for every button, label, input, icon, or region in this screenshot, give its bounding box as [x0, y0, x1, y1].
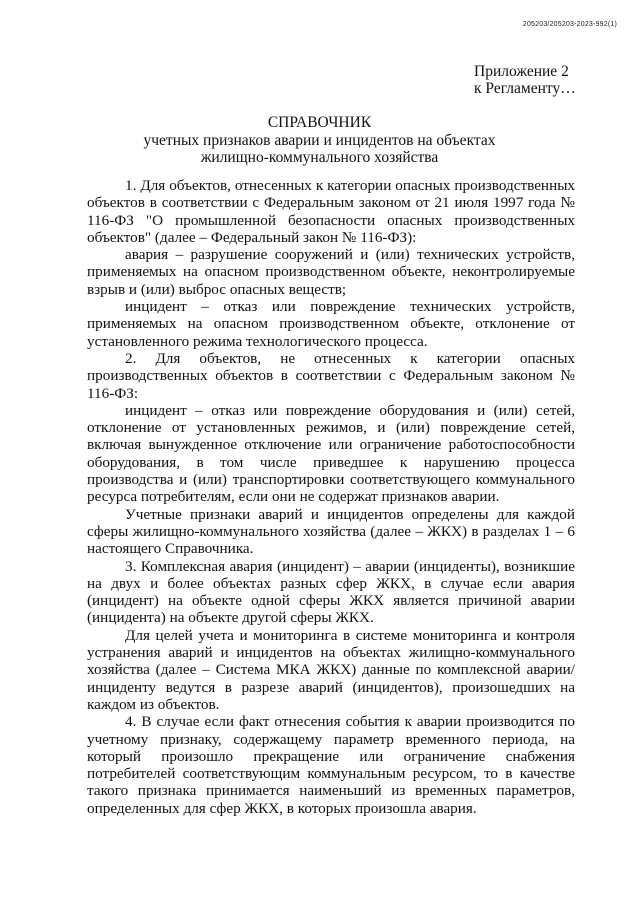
paragraph-3: 3. Комплексная авария (инцидент) – аварии (инциденты), возникшие на двух и более объектах разных сфер ЖКХ, в случае если авария (инцидент) на объекте одной сферы ЖКХ является причиной аварии (инцидента) на объекте другой сферы ЖКХ.	[87, 557, 575, 627]
paragraph-accident-definition: авария – разрушение сооружений и (или) технических устройств, применяемых на опасном производственном объекте, неконтролируемые взрыв и (или) выброс опасных веществ;	[87, 246, 575, 298]
document-body	[87, 177, 575, 817]
paragraph-incident-definition-2: инцидент – отказ или повреждение оборудования и (или) сетей, отклонение от установленных режимов, и (или) повреждение сетей, включая вынужденное отключение или ограничение работоспособности оборудования, в том числе приведшее к нарушению процесса производства и (или) транспортировки соответствующего коммунального ресурса потребителям, если они не содержат признаков аварии.	[87, 401, 575, 506]
paragraph-1: 1. Для объектов, отнесенных к категории опасных производственных объектов в соответствии с Федеральным законом от 21 июля 1997 года № 116-ФЗ "О промышленной безопасности опасных производственных объектов" (далее – Федеральный закон № 116-ФЗ):	[87, 177, 575, 246]
appendix-reference	[474, 63, 576, 97]
document-title: СПРАВОЧНИК	[267, 114, 372, 131]
appendix-line-1: Приложение 2	[474, 63, 569, 80]
paragraph-incident-definition: инцидент – отказ или повреждение технических устройств, применяемых на опасном производственном объекте, отклонение от установленного режима технологического процесса.	[87, 298, 575, 350]
appendix-line-2: к Регламенту…	[474, 80, 576, 97]
document-subtitle	[0, 132, 639, 166]
paragraph-accounting-signs: Учетные признаки аварий и инцидентов определены для каждой сферы жилищно-коммунального хозяйства (далее – ЖКХ) в разделах 1 – 6 настоящего Справочника.	[87, 505, 575, 558]
paragraph-4: 4. В случае если факт отнесения события к аварии производится по учетному признаку, содержащему параметр временного периода, на который произошло прекращение или ограничение снабжения потребителей соответствующим коммунальным ресурсом, то в качестве такого признака принимается наименьший из временных параметров, определенных для сфер ЖКХ, в которых произошла авария.	[87, 713, 575, 817]
document-number: 205203/205203-2023-992(1)	[522, 21, 617, 28]
paragraph-monitoring: Для целей учета и мониторинга в системе мониторинга и контроля устранения аварий и инцидентов на объектах жилищно-коммунального хозяйства (далее – Система МКА ЖКХ) данные по комплексной аварии/инциденту ведутся в разрезе аварий (инцидентов), произошедших на каждом из объектов.	[87, 626, 575, 713]
paragraph-2: 2. Для объектов, не отнесенных к категории опасных производственных объектов в соответствии с Федеральным законом № 116-ФЗ:	[87, 349, 575, 402]
subtitle-line-1: учетных признаков аварии и инцидентов на объектах	[143, 132, 496, 149]
subtitle-line-2: жилищно-коммунального хозяйства	[200, 149, 439, 166]
